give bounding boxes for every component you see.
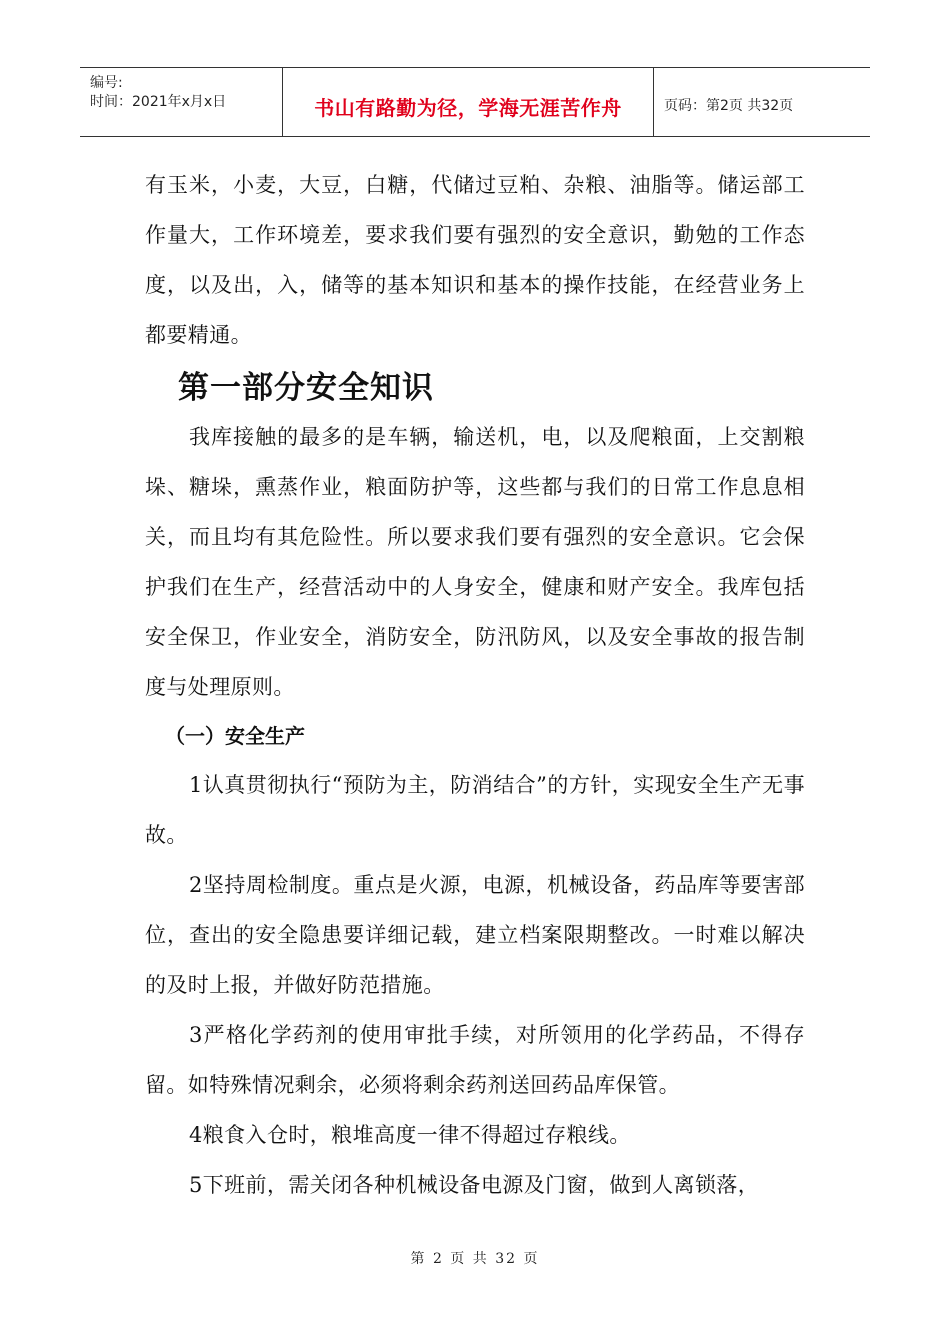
document-number-label: 编号: [90,75,123,91]
page-footer: 第 2 页 共 32 页 [410,1251,540,1267]
document-date: 时间：2021年x月x日 [90,94,227,110]
section-paragraph: 我库接触的最多的是车辆，输送机，电，以及爬粮面，上交割粮垛、糖垛，熏蒸作业，粮面防护等，这些都与我们的日常工作息息相关，而且均有其危险性。所以要求我们要有强烈的安全意识。它会保护我们在生产，经营活动中的人身安全，健康和财产安全。我库包括安全保卫，作业安全，消防安全，防汛防风，以及安全事故的报告制度与处理原则。 [145,425,805,699]
intro-paragraph: 有玉米，小麦，大豆，白糖，代储过豆粕、杂粮、油脂等。储运部工作量大，工作环境差，要求我们要有强烈的安全意识，勤勉的工作态度，以及出，入，储等的基本知识和基本的操作技能，在经营业务上都要精通。 [145,173,805,347]
header-page-info: 页码：第2页 共32页 [664,98,794,114]
page-header [80,67,870,137]
list-item: 1认真贯彻执行“预防为主，防消结合”的方针，实现安全生产无事故。 [145,773,805,847]
list-item: 3严格化学药剂的使用审批手续，对所领用的化学药品，不得存留。如特殊情况剩余，必须将剩余药剂送回药品库保管。 [145,1023,805,1097]
subsection-title: （一）安全生产 [165,724,305,748]
list-item: 5下班前，需关闭各种机械设备电源及门窗，做到人离锁落， [189,1173,760,1197]
list-item: 4粮食入仓时，粮堆高度一律不得超过存粮线。 [189,1123,631,1147]
document-body [145,160,805,1210]
list-item: 2坚持周检制度。重点是火源，电源，机械设备，药品库等要害部位，查出的安全隐患要详细记载，建立档案限期整改。一时难以解决的及时上报，并做好防范措施。 [145,873,805,997]
header-page-cell [654,68,870,136]
section-title: 第一部分安全知识 [178,370,434,406]
header-meta-cell [80,68,283,136]
header-motto: 书山有路勤为径，学海无涯苦作舟 [314,96,622,120]
header-motto-cell [283,68,654,136]
